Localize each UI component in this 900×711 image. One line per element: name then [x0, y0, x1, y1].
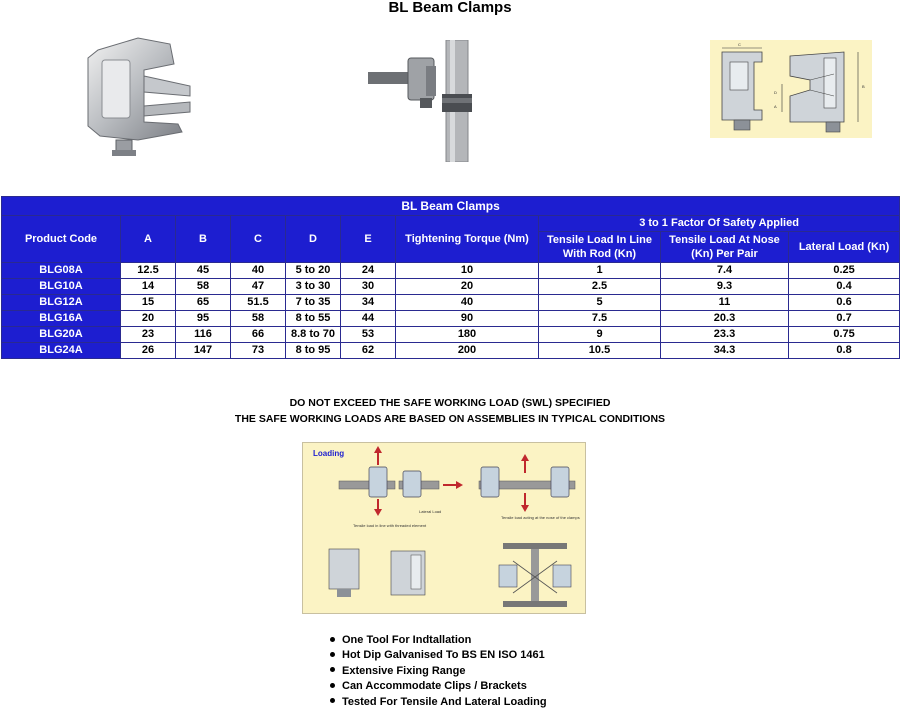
- table-cell: 58: [231, 311, 286, 327]
- table-title: BL Beam Clamps: [2, 197, 900, 216]
- table-row: [2, 327, 900, 343]
- product-code-cell: BLG16A: [2, 311, 121, 327]
- i-beam-figure: [499, 543, 571, 607]
- caption-lateral-load: Lateral Load: [419, 509, 442, 514]
- warning-line-conditions: THE SAFE WORKING LOADS ARE BASED ON ASSEMBLIES IN TYPICAL CONDITIONS: [234, 413, 666, 425]
- bullet-icon: [330, 652, 335, 657]
- table-cell: 26: [121, 343, 176, 359]
- table-cell: 53: [341, 327, 396, 343]
- table-cell: 0.7: [789, 311, 900, 327]
- table-cell: 0.4: [789, 279, 900, 295]
- table-row: [2, 343, 900, 359]
- table-cell: 30: [341, 279, 396, 295]
- table-cell: 5 to 20: [286, 263, 341, 279]
- clamp-product-image: [78, 36, 198, 158]
- bullet-icon: [330, 637, 335, 642]
- dim-label-d: D: [774, 90, 777, 95]
- table-cell: 7.5: [539, 311, 661, 327]
- table-cell: 45: [176, 263, 231, 279]
- table-cell: 34: [341, 295, 396, 311]
- safety-warning: [0, 395, 900, 427]
- table-cell: 8 to 55: [286, 311, 341, 327]
- product-code-cell: BLG24A: [2, 343, 121, 359]
- product-code-cell: BLG12A: [2, 295, 121, 311]
- loading-diagram-title: Loading: [313, 449, 345, 458]
- page-title: BL Beam Clamps: [388, 0, 512, 16]
- list-item: Tested For Tensile And Lateral Loading: [330, 695, 547, 710]
- table-cell: 73: [231, 343, 286, 359]
- table-row: [2, 311, 900, 327]
- table-cell: 7.4: [661, 263, 789, 279]
- col-header-tensile-inline: Tensile Load In Line With Rod (Kn): [539, 232, 661, 263]
- table-cell: 95: [176, 311, 231, 327]
- warning-line-swl: DO NOT EXCEED THE SAFE WORKING LOAD (SWL) SPECIFIED: [289, 397, 611, 409]
- table-cell: 66: [231, 327, 286, 343]
- table-cell: 20: [396, 279, 539, 295]
- table-cell: 9: [539, 327, 661, 343]
- table-cell: 23: [121, 327, 176, 343]
- table-cell: 200: [396, 343, 539, 359]
- table-cell: 62: [341, 343, 396, 359]
- col-header-tensile-nose: Tensile Load At Nose (Kn) Per Pair: [661, 232, 789, 263]
- dim-label-a: A: [774, 104, 777, 109]
- table-cell: 0.6: [789, 295, 900, 311]
- table-cell: 12.5: [121, 263, 176, 279]
- table-cell: 65: [176, 295, 231, 311]
- list-item: Hot Dip Galvanised To BS EN ISO 1461: [330, 648, 547, 663]
- dim-label-b: B: [862, 84, 865, 89]
- table-cell: 51.5: [231, 295, 286, 311]
- table-cell: 40: [231, 263, 286, 279]
- caption-nose-load: Tensile load acting at the nose of the clamps: [501, 515, 580, 520]
- table-row: [2, 295, 900, 311]
- col-header-tightening-torque: Tightening Torque (Nm): [396, 216, 539, 263]
- table-cell: 90: [396, 311, 539, 327]
- bullet-icon: [330, 698, 335, 703]
- loading-diagram: [302, 442, 586, 614]
- product-code-cell: BLG10A: [2, 279, 121, 295]
- table-cell: 8 to 95: [286, 343, 341, 359]
- bullet-icon: [330, 683, 335, 688]
- table-cell: 10: [396, 263, 539, 279]
- table-cell: 58: [176, 279, 231, 295]
- col-header-lateral-load: Lateral Load (Kn): [789, 232, 900, 263]
- small-dimension-figure: [329, 549, 425, 597]
- list-item: One Tool For Indtallation: [330, 633, 547, 648]
- col-header-b: B: [176, 216, 231, 263]
- table-cell: 0.8: [789, 343, 900, 359]
- table-cell: 14: [121, 279, 176, 295]
- bullet-icon: [330, 667, 335, 672]
- table-cell: 1: [539, 263, 661, 279]
- col-header-d: D: [286, 216, 341, 263]
- table-row: [2, 279, 900, 295]
- table-cell: 5: [539, 295, 661, 311]
- list-item: Extensive Fixing Range: [330, 664, 547, 679]
- dimension-drawing: [710, 40, 872, 138]
- dim-label-c: C: [738, 42, 741, 47]
- lateral-load-figure: [399, 471, 463, 514]
- col-header-a: A: [121, 216, 176, 263]
- caption-inline-load: Tensile load in line with threaded element: [353, 523, 427, 528]
- table-cell: 34.3: [661, 343, 789, 359]
- nose-load-figure: [479, 454, 580, 520]
- list-item: Can Accommodate Clips / Brackets: [330, 679, 547, 694]
- spec-table-body: [2, 263, 900, 359]
- table-cell: 10.5: [539, 343, 661, 359]
- table-cell: 23.3: [661, 327, 789, 343]
- spec-table: [1, 196, 900, 359]
- col-header-product-code: Product Code: [2, 216, 121, 263]
- table-cell: 3 to 30: [286, 279, 341, 295]
- col-header-e: E: [341, 216, 396, 263]
- table-cell: 8.8 to 70: [286, 327, 341, 343]
- table-cell: 15: [121, 295, 176, 311]
- table-cell: 0.25: [789, 263, 900, 279]
- table-cell: 47: [231, 279, 286, 295]
- table-cell: 20.3: [661, 311, 789, 327]
- clamp-mounted-image: [368, 40, 478, 162]
- safety-factor-header: 3 to 1 Factor Of Safety Applied: [539, 216, 900, 232]
- table-cell: 40: [396, 295, 539, 311]
- table-cell: 20: [121, 311, 176, 327]
- table-cell: 116: [176, 327, 231, 343]
- feature-list: [330, 633, 547, 710]
- table-cell: 11: [661, 295, 789, 311]
- product-code-cell: BLG20A: [2, 327, 121, 343]
- table-cell: 44: [341, 311, 396, 327]
- table-row: [2, 263, 900, 279]
- table-cell: 0.75: [789, 327, 900, 343]
- table-cell: 24: [341, 263, 396, 279]
- col-header-c: C: [231, 216, 286, 263]
- table-cell: 7 to 35: [286, 295, 341, 311]
- table-cell: 9.3: [661, 279, 789, 295]
- table-cell: 147: [176, 343, 231, 359]
- table-cell: 2.5: [539, 279, 661, 295]
- product-code-cell: BLG08A: [2, 263, 121, 279]
- table-cell: 180: [396, 327, 539, 343]
